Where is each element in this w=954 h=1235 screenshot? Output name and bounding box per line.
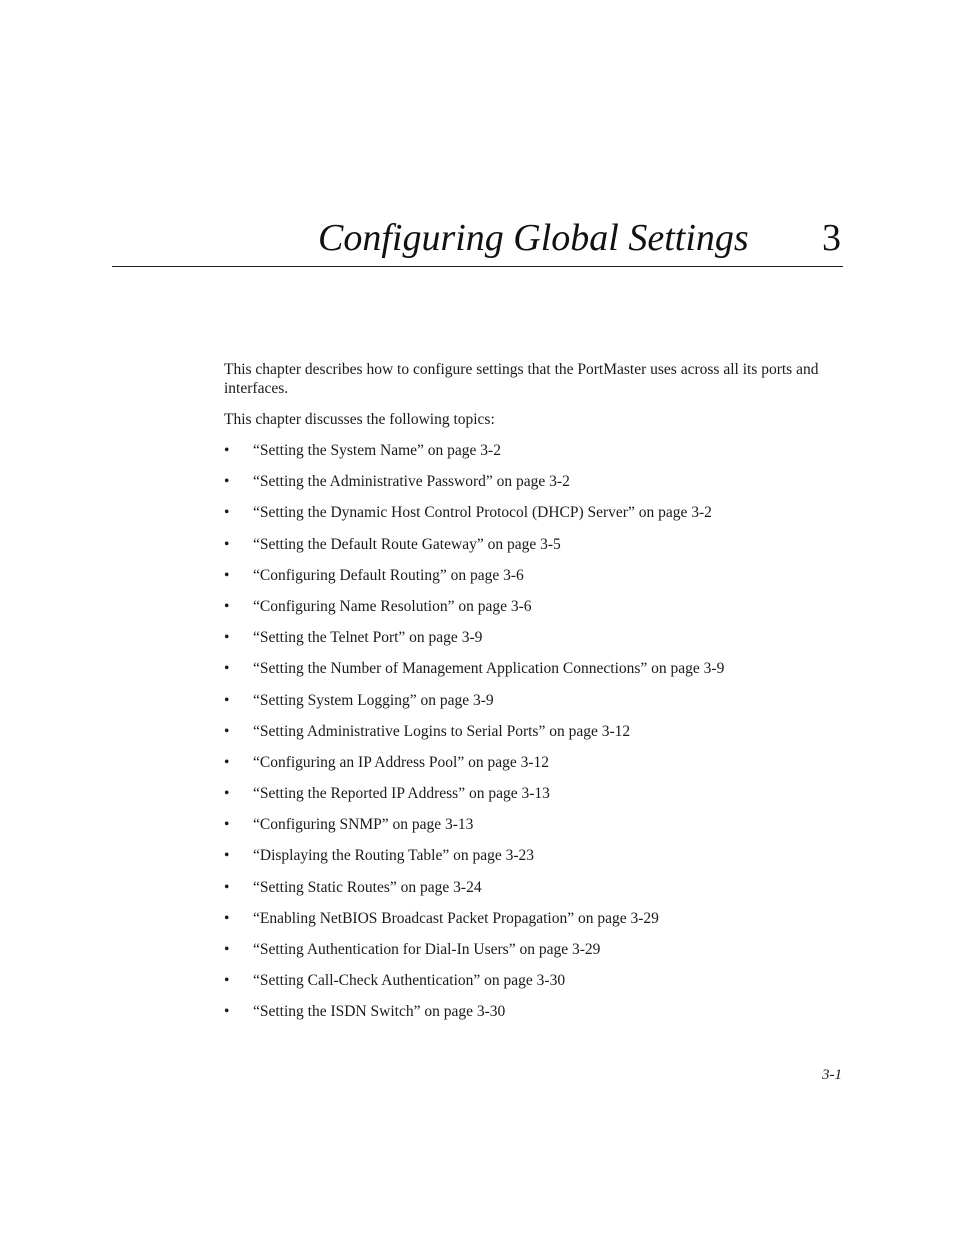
topic-link[interactable]: “Setting Call-Check Authentication” on page 3-30: [253, 972, 566, 990]
topic-link[interactable]: “Setting the Number of Management Application Connections” on page 3-9: [253, 660, 725, 678]
list-item: [224, 566, 844, 597]
list-item: [224, 909, 844, 940]
topic-link[interactable]: “Setting System Logging” on page 3-9: [253, 691, 494, 709]
topic-link[interactable]: “Enabling NetBIOS Broadcast Packet Propagation” on page 3-29: [253, 909, 659, 927]
topic-link[interactable]: “Configuring Name Resolution” on page 3-6: [253, 597, 532, 615]
bullet-icon: •: [224, 941, 230, 958]
list-item: [224, 472, 844, 503]
bullet-icon: •: [224, 473, 230, 491]
topic-link[interactable]: “Setting the ISDN Switch” on page 3-30: [253, 1003, 506, 1021]
topics-lead-paragraph: This chapter discusses the following topics:: [224, 411, 495, 428]
topic-list: [224, 441, 844, 1034]
chapter-number: 3: [822, 217, 841, 259]
bullet-icon: •: [224, 878, 230, 896]
topic-link[interactable]: “Setting the System Name” on page 3-2: [253, 442, 501, 459]
list-item: [224, 971, 844, 1002]
list-item: [224, 753, 844, 784]
bullet-icon: •: [224, 1003, 230, 1021]
bullet-icon: •: [224, 785, 230, 803]
list-item: [224, 535, 844, 566]
list-item: [224, 503, 844, 534]
bullet-icon: •: [224, 722, 230, 740]
list-item: [224, 878, 844, 909]
topic-link[interactable]: “Setting the Dynamic Host Control Protocol (DHCP) Server” on page 3-2: [253, 504, 712, 522]
page-number: 3-1: [822, 1067, 842, 1083]
bullet-icon: •: [224, 660, 230, 678]
intro-paragraph: This chapter describes how to configure settings that the PortMaster uses across all its ports and interfaces.: [224, 361, 819, 397]
list-item: [224, 691, 844, 722]
bullet-icon: •: [224, 691, 230, 709]
list-item: [224, 659, 844, 690]
topic-link[interactable]: “Setting the Telnet Port” on page 3-9: [253, 629, 483, 647]
bullet-icon: •: [224, 566, 230, 584]
list-item: [224, 784, 844, 815]
topic-link[interactable]: “Configuring Default Routing” on page 3-6: [253, 566, 524, 584]
topic-link[interactable]: “Configuring an IP Address Pool” on page 3-12: [253, 753, 550, 771]
bullet-icon: •: [224, 972, 230, 990]
topic-link[interactable]: “Setting the Reported IP Address” on page 3-13: [253, 785, 550, 803]
list-item: [224, 1002, 844, 1033]
list-item: [224, 940, 844, 971]
bullet-icon: •: [224, 816, 230, 834]
bullet-icon: •: [224, 535, 230, 553]
chapter-title: Configuring Global Settings: [318, 217, 749, 259]
bullet-icon: •: [224, 847, 230, 865]
topic-link[interactable]: “Configuring SNMP” on page 3-13: [253, 816, 474, 834]
list-item: [224, 815, 844, 846]
bullet-icon: •: [224, 629, 230, 647]
bullet-icon: •: [224, 909, 230, 927]
bullet-icon: •: [224, 597, 230, 615]
list-item: [224, 597, 844, 628]
topic-link[interactable]: “Setting the Administrative Password” on page 3-2: [253, 473, 570, 491]
list-item: [224, 846, 844, 877]
list-item: [224, 628, 844, 659]
list-item: [224, 722, 844, 753]
bullet-icon: •: [224, 504, 230, 522]
list-item: [224, 441, 844, 472]
bullet-icon: •: [224, 753, 230, 771]
topic-link[interactable]: “Setting Static Routes” on page 3-24: [253, 878, 482, 896]
chapter-heading: [112, 212, 843, 267]
topic-link[interactable]: “Setting the Default Route Gateway” on page 3-5: [253, 535, 561, 553]
topic-link[interactable]: “Setting Administrative Logins to Serial Ports” on page 3-12: [253, 722, 631, 740]
topic-link[interactable]: “Setting Authentication for Dial-In Users” on page 3-29: [253, 941, 601, 958]
topic-link[interactable]: “Displaying the Routing Table” on page 3-23: [253, 847, 535, 865]
bullet-icon: •: [224, 442, 230, 459]
